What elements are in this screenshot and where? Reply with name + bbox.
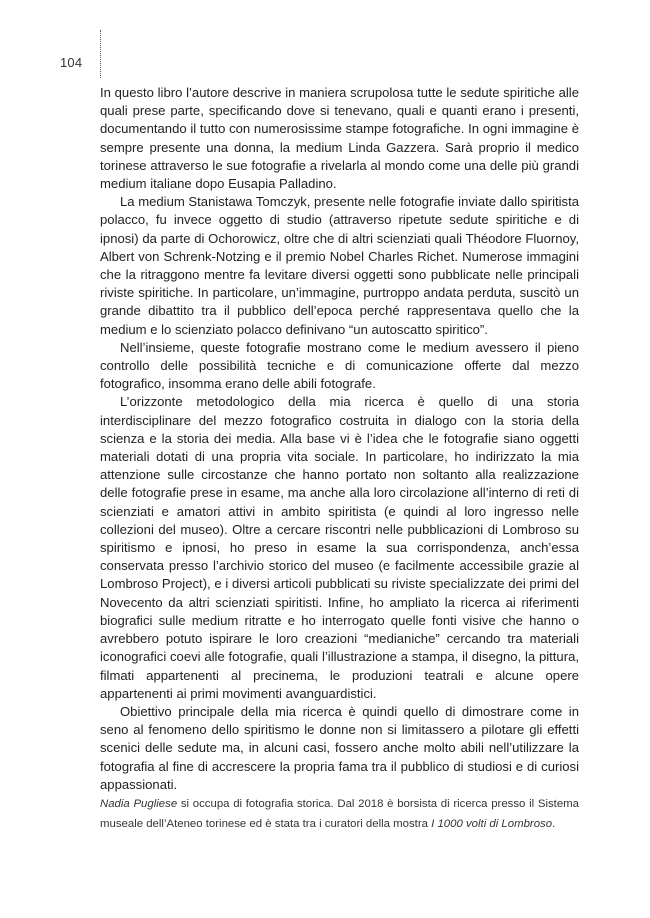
main-text-block <box>100 84 579 794</box>
bio-paragraph <box>100 795 579 834</box>
paragraph: La medium Stanistawa Tomczyk, presente nelle fotografie inviate dallo spiritista polacco, fu invece oggetto di studio (attraverso ripetute sedute spiritiche e di ipnosi) da parte di Ochorowicz, oltre che di altri scienziati quali Théodore Fluornoy, Albert von Schrenk-Notzing e il premio Nobel Charles Richet. Numerose immagini che la ritraggono mentre fa levitare diversi oggetti sono pubblicate nelle principali riviste spiritiche. In particolare, un’immagine, purtroppo andata perduta, suscitò un grande dibattito tra il pubblico dell’epoca perché rappresentava quello che la medium e lo scienziato polacco definivano “un autoscatto spiritico”. <box>100 194 579 337</box>
bio-author-name: Nadia Pugliese <box>100 798 178 810</box>
bio-text: si occupa di fotografia storica. Dal 2018 è borsista di ricerca presso il Sistema museale dell’Ateneo torinese ed è stata tra i curatori della mostra <box>100 798 579 830</box>
gutter-dotted-rule <box>100 30 101 78</box>
author-bio-note <box>100 795 579 834</box>
paragraph: Nell’insieme, queste fotografie mostrano come le medium avessero il pieno controllo delle possibilità tecniche e di comunicazione offerte dal mezzo fotografico, insomma erano delle abili fotografe. <box>100 339 579 392</box>
paragraph: Obiettivo principale della mia ricerca è quindi quello di dimostrare come in seno al fenomeno dello spiritismo le donne non si limitassero a pilotare gli effetti scenici delle sedute ma, in alcuni casi, fossero anche molto abili nell’utilizzare la fotografia al fine di accrescere la propria fama tra il pubblico di studiosi e di curiosi appassionati. <box>100 703 579 792</box>
paragraph: In questo libro l’autore descrive in maniera scrupolosa tutte le sedute spiritiche alle quali prese parte, specificando dove si tenevano, quali e quanti erano i presenti, documentando il tutto con numerosissime stampe fotografiche. In ogni immagine è sempre presente una donna, la medium Linda Gazzera. Sarà proprio il medico torinese attraverso le sue fotografie a rivelarla al mondo come una delle più grandi medium italiane dopo Eusapia Palladino. <box>100 85 579 192</box>
paragraph: L’orizzonte metodologico della mia ricerca è quello di una storia interdisciplinare del mezzo fotografico costruita in dialogo con la storia della scienza e la storia dei media. Alla base vi è l’idea che le fotografie siano oggetti materiali dotati di una propria vita sociale. In particolare, ho indirizzato la mia attenzione sulle circostanze che hanno portato non soltanto alla realizzazione delle fotografie prese in esame, ma anche alla loro circolazione all’interno di reti di scienziati e amatori attivi in ambito spiritista (e quindi al loro ingresso nelle collezioni del museo). Oltre a cercare riscontri nelle pubblicazioni di Lombroso su spiritismo e ipnosi, ho preso in esame la sua corrispondenza, anch’essa conservata presso l’archivio storico del museo (e facilmente accessibile grazie al Lombroso Project), e i diversi articoli pubblicati su riviste specializzate dei primi del Novecento da altri scienziati spiritisti. Infine, ho ampliato la ricerca ai riferimenti biografici sulle medium ritratte e ho interrogato quelle fonti visive che hanno o avrebbero potuto ispirare le loro creazioni “medianiche” cercando tra materiali iconografici coevi alle fotografie, quali l’illustrazione a stampa, il disegno, la pittura, filmati appartenenti al precinema, le produzioni teatrali e alcune opere appartenenti ai primi movimenti avanguardistici. <box>100 394 579 701</box>
page-number: 104 <box>60 55 83 70</box>
bio-exhibition-title: I 1000 volti di Lombroso <box>431 817 553 830</box>
bio-text-end: . <box>552 817 556 830</box>
